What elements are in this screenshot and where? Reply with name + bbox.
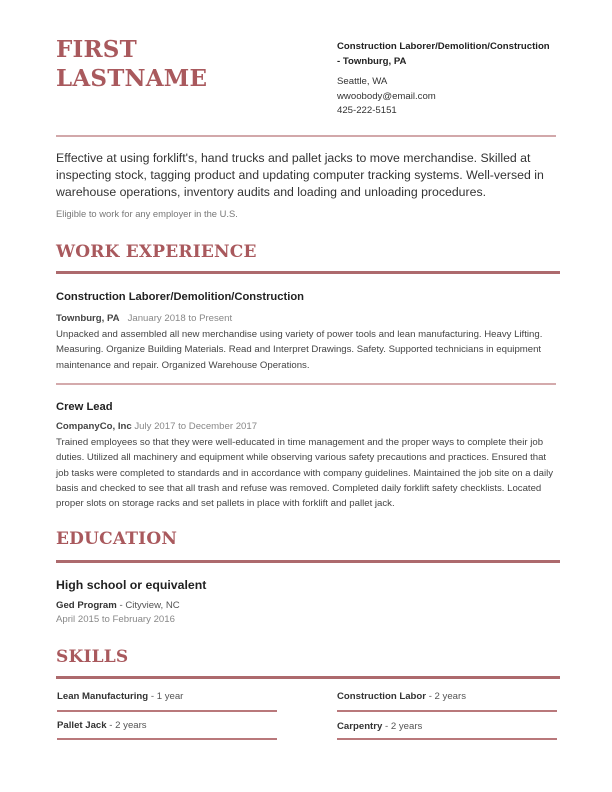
- skill-duration: - 2 years: [428, 691, 467, 702]
- job-meta: [56, 421, 257, 432]
- skills-heading: SKILLS: [56, 647, 129, 667]
- candidate-name: [56, 35, 207, 93]
- skill-name: Carpentry: [337, 721, 383, 732]
- school-name: Ged Program: [56, 600, 117, 611]
- job-employer: CompanyCo, Inc: [56, 421, 132, 432]
- job-divider: [56, 383, 556, 385]
- job-description: Unpacked and assembled all new merchandise using variety of power tools and lean manufacturing. Heavy Lifting. Measuring. Organize Building Materials. Read and Interpret Drawings. Safety. Supported technicians in equipment maintenance and repair. Organized Warehouse Operations.: [56, 329, 543, 371]
- section-divider: [56, 676, 560, 679]
- skill-divider: [337, 710, 557, 712]
- skill-item: [337, 691, 466, 702]
- skill-name: Construction Labor: [337, 691, 427, 702]
- job-dates: July 2017 to December 2017: [134, 421, 258, 432]
- education-dates: April 2015 to February 2016: [56, 614, 175, 625]
- job-title: Crew Lead: [56, 401, 113, 413]
- first-name: FIRST: [56, 36, 137, 63]
- skill-divider: [57, 710, 277, 712]
- skill-duration: - 1 year: [150, 691, 184, 702]
- education-heading: EDUCATION: [56, 529, 178, 549]
- section-divider: [56, 560, 560, 563]
- skill-name: Lean Manufacturing: [57, 691, 149, 702]
- education-school: [56, 600, 180, 611]
- eligibility-text: Eligible to work for any employer in the U.S.: [56, 208, 238, 219]
- skill-duration: - 2 years: [385, 721, 423, 732]
- skill-duration: - 2 years: [109, 720, 147, 731]
- skill-name: Pallet Jack: [57, 720, 107, 731]
- skill-item: [337, 721, 422, 732]
- summary-text: Effective at using forklift's, hand trucks and pallet jacks to move merchandise. Skilled at inspecting stock, tagging product and updating computer tracking systems. Well-versed in warehouse operations, inventory audits and loading and unloading procedures.: [56, 151, 544, 199]
- headline-title: Construction Laborer/Demolition/Construction: [337, 41, 550, 52]
- section-divider: [56, 271, 560, 274]
- job-employer: Townburg, PA: [56, 313, 120, 324]
- skill-item: [57, 720, 147, 731]
- location: Seattle, WA: [337, 76, 388, 87]
- job-meta: [56, 313, 232, 324]
- skill-item: [57, 691, 183, 702]
- last-name: LASTNAME: [56, 65, 208, 92]
- skill-divider: [337, 738, 557, 740]
- headline-location: - Townburg, PA: [337, 55, 407, 67]
- header-divider: [56, 135, 556, 137]
- headline: [337, 40, 567, 69]
- work-experience-heading: WORK EXPERIENCE: [56, 242, 257, 262]
- job-dates: January 2018 to Present: [127, 313, 233, 324]
- phone: 425-222-5151: [337, 105, 397, 116]
- job-description: Trained employees so that they were well-educated in time management and the proper ways to complete their job duties. Utilized all machinery and equipment while observing various safety precautions and practices. Ensured that job tasks were completed to standards and in accordance with company guidelines. Maintained the job site on a daily basis and checked to see that all trash and refuse was removed. Completed daily forklift safety checklists. Located proper slots on storage racks and set pallets in place with forklift and pallet jack.: [56, 437, 554, 510]
- contact-block: [337, 40, 567, 119]
- email: wwoobody@email.com: [337, 90, 436, 102]
- job-title: Construction Laborer/Demolition/Construction: [56, 291, 304, 303]
- school-location: - Cityview, NC: [119, 600, 180, 611]
- education-degree: High school or equivalent: [56, 578, 207, 592]
- skill-divider: [57, 738, 277, 740]
